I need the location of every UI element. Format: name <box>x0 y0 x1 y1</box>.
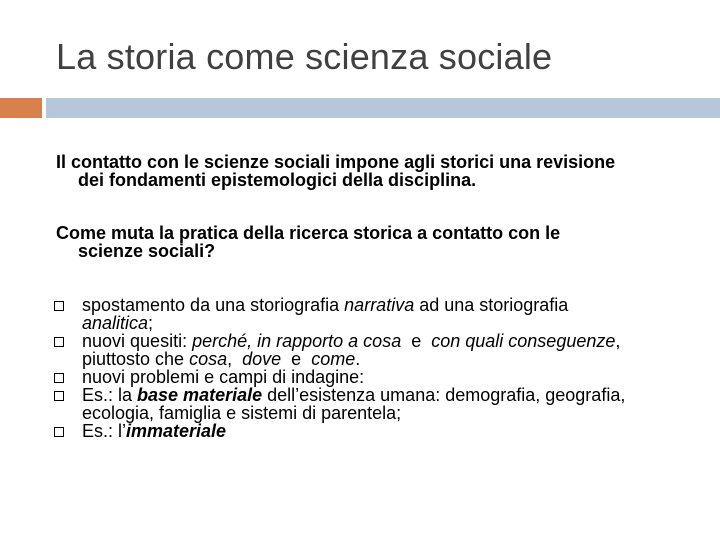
paragraph-line: scienze sociali? <box>78 241 216 261</box>
text-run: narrativa <box>344 295 415 315</box>
text-run: analitica <box>82 313 149 333</box>
checkbox-bullet-icon <box>54 337 64 347</box>
text-run: dove <box>242 349 282 369</box>
text-run: Es.: l’ <box>82 421 127 441</box>
text-run: base materiale <box>137 385 263 405</box>
text-run: come <box>311 349 356 369</box>
paragraph-line: Il contatto con le scienze sociali impone agli storici una revisione <box>56 152 616 172</box>
checkbox-bullet-icon <box>54 391 64 401</box>
text-run: , <box>227 349 243 369</box>
checkbox-bullet-icon <box>54 373 64 383</box>
text-run: dell’esistenza umana: demografia, geografia, <box>262 385 626 405</box>
text-run: . <box>355 349 361 369</box>
text-run: ad una storiografia <box>414 295 569 315</box>
text-run: piuttosto che <box>82 349 190 369</box>
paragraph-question <box>56 224 696 260</box>
list-item-text: nuovi problemi e campi di indagine: <box>82 367 365 387</box>
list-item <box>54 386 704 422</box>
text-run: nuovi quesiti: <box>82 331 193 351</box>
list-item <box>54 296 704 332</box>
accent-bar-orange <box>0 98 42 118</box>
slide-title: La storia come scienza sociale <box>56 36 553 77</box>
text-run: e <box>281 349 312 369</box>
checkbox-bullet-icon <box>54 427 64 437</box>
text-run: ; <box>148 313 154 333</box>
text-run: immateriale <box>126 421 227 441</box>
list-item <box>54 368 704 386</box>
accent-bar-blue <box>46 98 720 118</box>
text-run: spostamento da una storiografia <box>82 295 345 315</box>
list-item-text <box>82 385 625 423</box>
text-run: cosa <box>189 349 228 369</box>
text-run: con quali conseguenze <box>431 331 616 351</box>
text-run: ecologia, famiglia e sistemi di parentela; <box>82 403 402 423</box>
paragraph-contatto <box>56 153 696 189</box>
bullet-list <box>54 296 704 440</box>
list-item-text <box>82 421 226 441</box>
list-item <box>54 422 704 440</box>
paragraph-line: dei fondamenti epistemologici della disciplina. <box>78 170 477 190</box>
text-run: perché, in rapporto a cosa <box>192 331 402 351</box>
list-item <box>54 332 704 368</box>
list-item-text <box>82 295 568 333</box>
list-item-text <box>82 331 620 369</box>
paragraph-line: Come muta la pratica della ricerca storica a contatto con le <box>56 223 561 243</box>
text-run: e <box>401 331 432 351</box>
text-run: , <box>615 331 621 351</box>
checkbox-bullet-icon <box>54 301 64 311</box>
text-run: Es.: la <box>82 385 138 405</box>
